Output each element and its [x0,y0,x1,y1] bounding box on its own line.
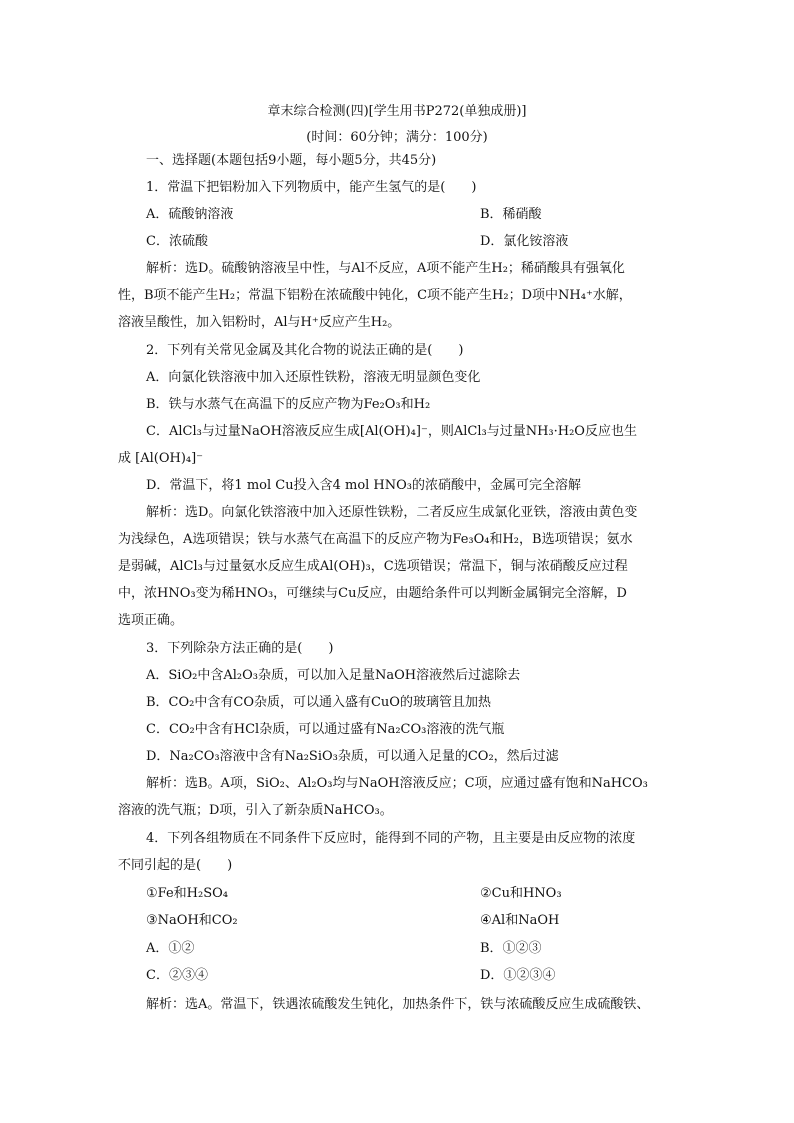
q4-item-2: ②Cu和HNO₃ [480,886,562,901]
q2-option-c-cont: 成 [Al(OH)₄]⁻ [118,451,204,466]
q3-option-b: B．CO₂中含有CO杂质，可以通入盛有CuO的玻璃管且加热 [146,695,491,710]
q1-option-c: C．浓硫酸 [146,234,208,249]
q2-analysis-line: 是弱碱，AlCl₃与过量氨水反应生成Al(OH)₃，C选项错误；常温下，铜与浓硝酸反应过程 [118,559,628,574]
q4-item-4: ④Al和NaOH [480,913,560,928]
q4-stem-cont: 不同引起的是( ) [118,858,233,873]
q2-analysis-line: 选项正确。 [118,613,184,628]
q1-analysis-line: 性，B项不能产生H₂；常温下铝粉在浓硫酸中钝化，C项不能产生H₂；D项中NH₄⁺水解， [118,288,632,303]
q2-stem: 2．下列有关常见金属及其化合物的说法正确的是( ) [146,343,464,358]
q2-analysis-line: 中，浓HNO₃变为稀HNO₃，可继续与Cu反应，由题给条件可以判断金属铜完全溶解，D [118,586,627,601]
q1-option-b: B．稀硝酸 [480,207,542,222]
q3-analysis-line: 解析：选B。A项，SiO₂、Al₂O₃均与NaOH溶液反应；C项，应通过盛有饱和NaHCO₃ [146,776,648,791]
q1-option-d: D．氯化铵溶液 [480,234,569,249]
q3-analysis-line: 溶液的洗气瓶；D项，引入了新杂质NaHCO₃。 [118,803,393,818]
q3-option-d: D．Na₂CO₃溶液中含有Na₂SiO₃杂质，可以通入足量的CO₂，然后过滤 [146,749,559,764]
q2-analysis-line: 为浅绿色，A选项错误；铁与水蒸气在高温下的反应产物为Fe₃O₄和H₂，B选项错误；氨水 [118,532,633,547]
q4-item-3: ③NaOH和CO₂ [146,913,238,928]
q1-stem: 1．常温下把铝粉加入下列物质中，能产生氢气的是( ) [146,180,477,195]
q4-analysis-line: 解析：选A。常温下，铁遇浓硫酸发生钝化，加热条件下，铁与浓硫酸反应生成硫酸铁、 [146,997,650,1012]
q1-option-a: A．硫酸钠溶液 [146,207,234,222]
q2-option-c: C．AlCl₃与过量NaOH溶液反应生成[Al(OH)₄]⁻，则AlCl₃与过量NH₃·H₂O反应也生 [146,424,637,439]
exam-info: (时间：60分钟；满分：100分) [306,130,488,145]
page-title: 章末综合检测(四)[学生用书P272(单独成册)] [267,104,527,119]
q2-option-b: B．铁与水蒸气在高温下的反应产物为Fe₂O₃和H₂ [146,397,431,412]
q4-option-a: A．①② [146,941,195,956]
q3-stem: 3．下列除杂方法正确的是( ) [146,641,334,656]
q1-analysis-line: 溶液呈酸性，加入铝粉时，Al与H⁺反应产生H₂。 [118,315,401,330]
q3-option-c: C．CO₂中含有HCl杂质，可以通过盛有Na₂CO₃溶液的洗气瓶 [146,722,505,737]
section-heading: 一、选择题(本题包括9小题，每小题5分，共45分) [146,153,437,168]
q3-option-a: A．SiO₂中含Al₂O₃杂质，可以加入足量NaOH溶液然后过滤除去 [146,668,521,683]
q4-option-c: C．②③④ [146,968,208,983]
q4-stem: 4．下列各组物质在不同条件下反应时，能得到不同的产物，且主要是由反应物的浓度 [146,831,636,846]
q1-analysis-line: 解析：选D。硫酸钠溶液呈中性，与Al不反应，A项不能产生H₂；稀硝酸具有强氧化 [146,261,625,276]
q2-option-a: A．向氯化铁溶液中加入还原性铁粉，溶液无明显颜色变化 [146,370,481,385]
q2-analysis-line: 解析：选D。向氯化铁溶液中加入还原性铁粉，二者反应生成氯化亚铁，溶液由黄色变 [146,505,638,520]
q4-item-1: ①Fe和H₂SO₄ [146,886,228,901]
q2-option-d: D．常温下，将1 mol Cu投入含4 mol HNO₃的浓硝酸中，金属可完全溶解 [146,478,582,493]
q4-option-b: B．①②③ [480,941,542,956]
q4-option-d: D．①②③④ [480,968,556,983]
